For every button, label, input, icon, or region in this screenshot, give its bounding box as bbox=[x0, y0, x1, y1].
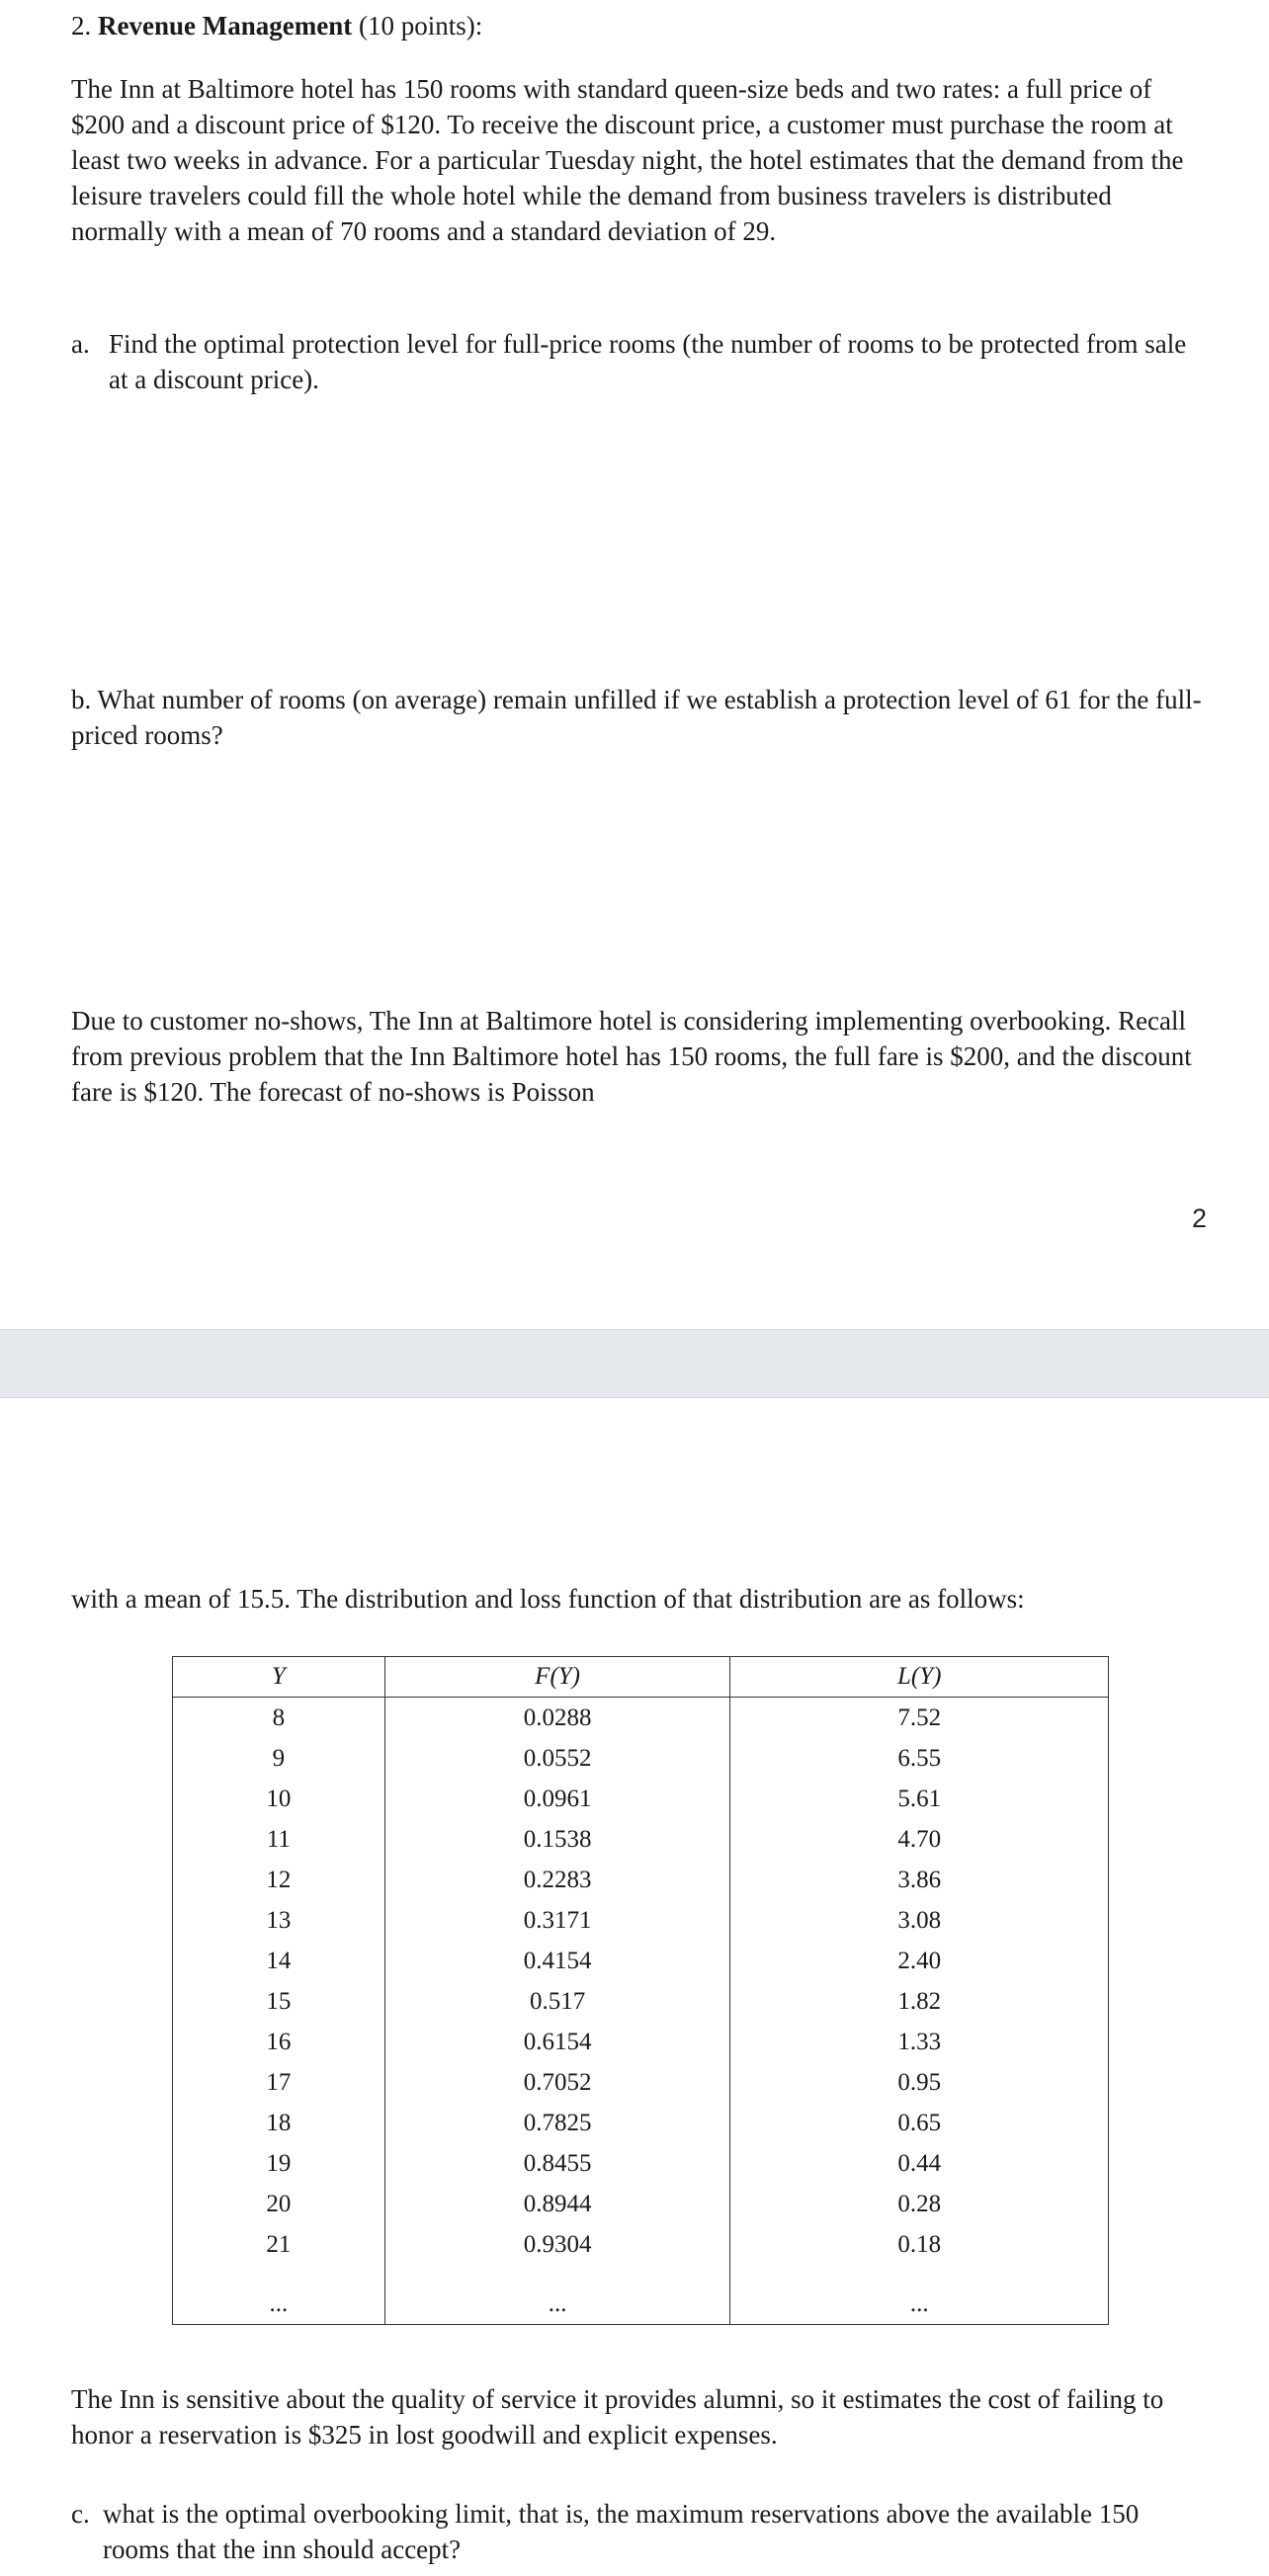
cell-ly: 1.33 bbox=[730, 2022, 1109, 2062]
cell-y: 21 bbox=[173, 2224, 385, 2265]
cell-fy: 0.2283 bbox=[384, 1860, 730, 1900]
cell-y: 8 bbox=[173, 1698, 385, 1739]
table-row bbox=[173, 2103, 1109, 2143]
cell-y: 18 bbox=[173, 2103, 385, 2143]
continuation-text: with a mean of 15.5. The distribution and loss function of that distribution are as follows: bbox=[71, 1584, 1025, 1614]
cell-fy: 0.6154 bbox=[384, 2022, 730, 2062]
cell-ly: 0.28 bbox=[730, 2184, 1109, 2224]
header-fy: F(Y) bbox=[384, 1657, 730, 1698]
cell-ly: 4.70 bbox=[730, 1819, 1109, 1860]
cell-ly: 0.95 bbox=[730, 2062, 1109, 2103]
cell-fy: 0.8944 bbox=[384, 2184, 730, 2224]
question-b: b. What number of rooms (on average) remain unfilled if we establish a protection level of 61 for the full-priced rooms? bbox=[71, 685, 1202, 750]
cell-ly: 5.61 bbox=[730, 1779, 1109, 1819]
cell-ly: 1.82 bbox=[730, 1981, 1109, 2022]
table-row bbox=[173, 1900, 1109, 1941]
poisson-loss-table bbox=[172, 1656, 1109, 2325]
cell-y: 16 bbox=[173, 2022, 385, 2062]
cell-ly: 3.86 bbox=[730, 1860, 1109, 1900]
cell-fy: 0.517 bbox=[384, 1981, 730, 2022]
table-row bbox=[173, 2184, 1109, 2224]
cell-ly: 7.52 bbox=[730, 1698, 1109, 1739]
question-a-text: Find the optimal protection level for full-price rooms (the number of rooms to be protected from sale at a discount price). bbox=[109, 329, 1187, 394]
page-number: 2 bbox=[1192, 1204, 1208, 1233]
table-row bbox=[173, 2062, 1109, 2103]
cell-ly: 2.40 bbox=[730, 1941, 1109, 1981]
table-row bbox=[173, 1698, 1109, 1739]
header-ly: L(Y) bbox=[730, 1657, 1109, 1698]
cell-fy: 0.0552 bbox=[384, 1738, 730, 1779]
question-c-label: c. bbox=[71, 2499, 90, 2529]
cell-fy: 0.7825 bbox=[384, 2103, 730, 2143]
header-y: Y bbox=[173, 1657, 385, 1698]
table-row bbox=[173, 2224, 1109, 2265]
table-row bbox=[173, 1981, 1109, 2022]
table-row bbox=[173, 1860, 1109, 1900]
problem-number: 2. bbox=[71, 11, 92, 41]
cell-fy: 0.3171 bbox=[384, 1900, 730, 1941]
table-row bbox=[173, 1779, 1109, 1819]
cell-fy: 0.8455 bbox=[384, 2143, 730, 2184]
problem-points: (10 points): bbox=[358, 11, 483, 41]
cell-y: 11 bbox=[173, 1819, 385, 1860]
problem-title: Revenue Management bbox=[98, 11, 353, 41]
table-row bbox=[173, 1819, 1109, 1860]
cell-ly: 0.18 bbox=[730, 2224, 1109, 2265]
problem-intro: The Inn at Baltimore hotel has 150 rooms with standard queen-size beds and two rates: a full price of $200 and a discount price of $120. To receive the discount price, a customer must purchase the room at least two weeks in advance. For a particular Tuesday night, the hotel estimates that the demand from the leisure travelers could fill the whole hotel while the demand from business travelers is distributed normally with a mean of 70 rooms and a standard deviation of 29. bbox=[71, 74, 1184, 246]
cell-y: 9 bbox=[173, 1738, 385, 1779]
table-row bbox=[173, 1941, 1109, 1981]
cell-ly: 0.44 bbox=[730, 2143, 1109, 2184]
cell-ly: 6.55 bbox=[730, 1738, 1109, 1779]
cell-y: 20 bbox=[173, 2184, 385, 2224]
cell-y: 19 bbox=[173, 2143, 385, 2184]
page-separator bbox=[0, 1329, 1269, 1398]
cell-ly: 3.08 bbox=[730, 1900, 1109, 1941]
cell-fy: 0.4154 bbox=[384, 1941, 730, 1981]
question-c-text: what is the optimal overbooking limit, that is, the maximum reservations above the available 150 rooms that the inn should accept? bbox=[103, 2499, 1140, 2564]
cell-y: 17 bbox=[173, 2062, 385, 2103]
cell-ly: 0.65 bbox=[730, 2103, 1109, 2143]
cell-y: 10 bbox=[173, 1779, 385, 1819]
noshow-paragraph: Due to customer no-shows, The Inn at Baltimore hotel is considering implementing overbooking. Recall from previous problem that the Inn Baltimore hotel has 150 rooms, the full fare is $200, and the discount fare is $120. The forecast of no-shows is Poisson bbox=[71, 1006, 1192, 1107]
question-a-label: a. bbox=[71, 329, 90, 359]
table-row bbox=[173, 2022, 1109, 2062]
cell-fy: 0.7052 bbox=[384, 2062, 730, 2103]
cell-fy: 0.9304 bbox=[384, 2224, 730, 2265]
cell-ly: ... bbox=[730, 2265, 1109, 2325]
table-row bbox=[173, 2143, 1109, 2184]
cell-fy: ... bbox=[384, 2265, 730, 2325]
cell-y: 14 bbox=[173, 1941, 385, 1981]
problem-heading bbox=[71, 8, 1208, 43]
cell-fy: 0.0288 bbox=[384, 1698, 730, 1739]
cell-fy: 0.0961 bbox=[384, 1779, 730, 1819]
table-header-row bbox=[173, 1657, 1109, 1698]
cell-y: 15 bbox=[173, 1981, 385, 2022]
cell-y: 13 bbox=[173, 1900, 385, 1941]
table-row bbox=[173, 1738, 1109, 1779]
table-row bbox=[173, 2265, 1109, 2325]
cell-fy: 0.1538 bbox=[384, 1819, 730, 1860]
cell-y: ... bbox=[173, 2265, 385, 2325]
cell-y: 12 bbox=[173, 1860, 385, 1900]
goodwill-paragraph: The Inn is sensitive about the quality of service it provides alumni, so it estimates the cost of failing to honor a reservation is $325 in lost goodwill and explicit expenses. bbox=[71, 2384, 1164, 2450]
